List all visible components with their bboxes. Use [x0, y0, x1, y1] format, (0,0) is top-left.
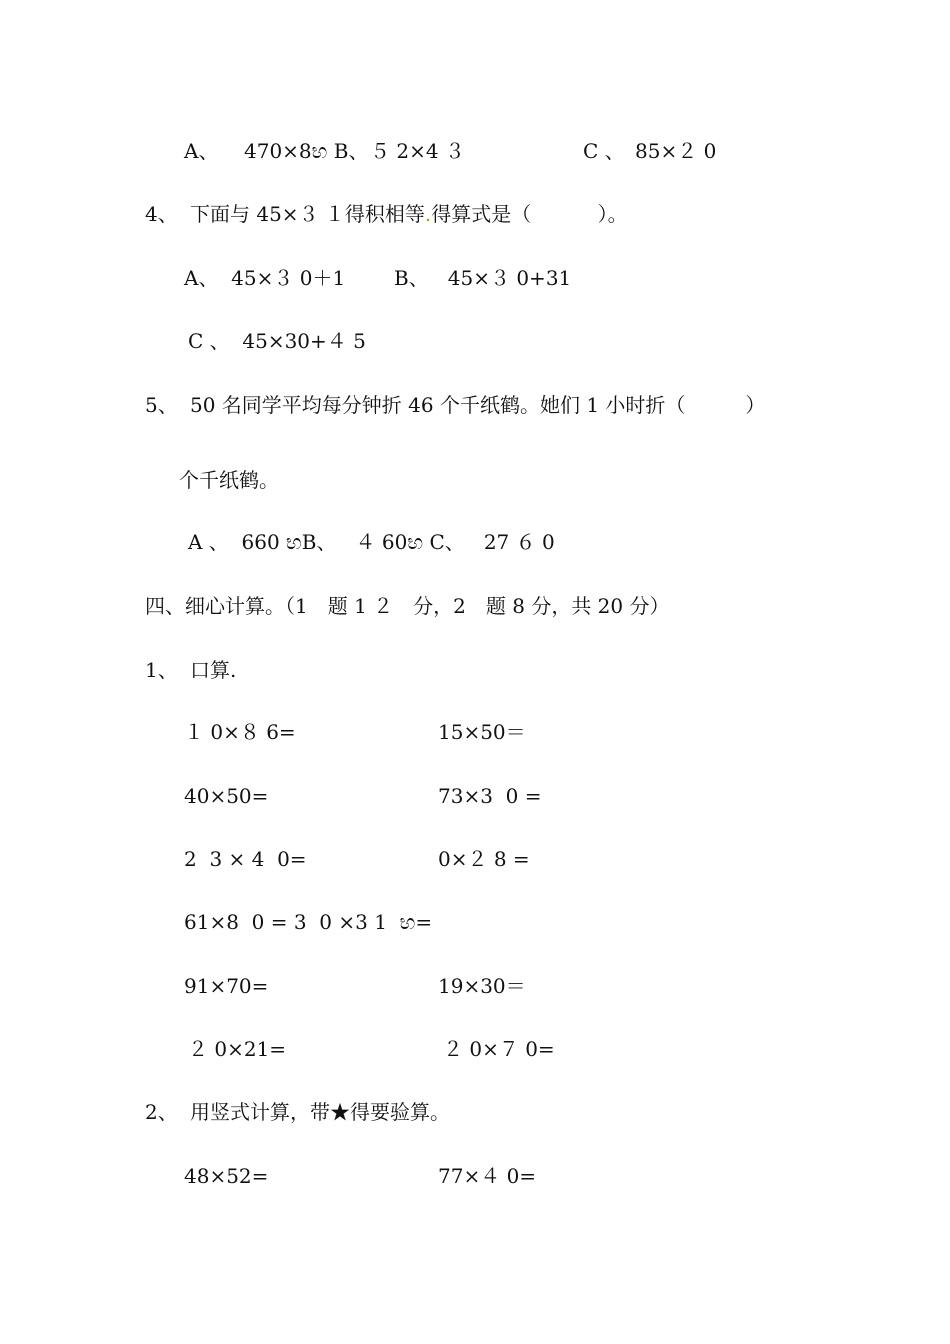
mental-calc-item: 73×3 0 = [438, 784, 542, 808]
mental-calc-item: 91×70= [184, 974, 269, 998]
vertical-calc-item: 77×４ 0= [438, 1164, 537, 1188]
mental-calc-item: ２ 0×７ 0= [443, 1037, 555, 1061]
question-5-continuation: 个千纸鹤。 [179, 468, 279, 492]
subsection-2-number: 2、 [145, 1100, 178, 1124]
question-4-text: 下面与 45×３ １得积相等.得算式是（ ）。 [190, 202, 628, 226]
mental-calc-item: 15×50＝ [438, 720, 526, 744]
option-c-value: 85×２ 0 [635, 139, 717, 163]
subsection-1-title: 口算. [190, 658, 237, 682]
question-5-text: 50 名同学平均每分钟折 46 个千纸鹤。她们 1 小时折（ ） [190, 393, 766, 417]
option-c-label: C 、 [583, 139, 625, 163]
vertical-calc-item: 48×52= [184, 1164, 269, 1188]
mental-calc-item: 2 3 × 4 0= [184, 847, 307, 871]
question-5-number: 5、 [145, 393, 178, 417]
option-a-label: A、 [184, 139, 219, 163]
mental-calc-item: １ 0×８ 6= [184, 720, 296, 744]
question-4-option-b: B、 45×３ 0+31 [394, 266, 572, 290]
question-4-number: 4、 [145, 202, 178, 226]
question-4-option-a: A、 45×３ 0＋1 [184, 266, 346, 290]
question-5-options: A 、 660 භB、 ４ 60භ C、 27 ６ 0 [188, 530, 555, 554]
option-b-value: ５ 2×4 ３ [370, 139, 465, 163]
subsection-1-number: 1、 [145, 658, 178, 682]
question-4-option-c: C 、 45×30+４ 5 [188, 329, 366, 353]
option-a-value: 470×8භ B、 [244, 139, 369, 163]
section-4-heading: 四、细心计算。（1 题 1 ２ 分，2 题 8 分，共 20 分） [145, 594, 670, 618]
mental-calc-item: ２ 0×21= [188, 1037, 287, 1061]
mental-calc-item: 40×50= [184, 784, 269, 808]
mental-calc-item: 61×8 0 = 3 0 ×3 1 භ= [184, 910, 433, 934]
mental-calc-item: 19×30＝ [438, 974, 526, 998]
subsection-2-title: 用竖式计算，带★得要验算。 [190, 1100, 450, 1124]
mental-calc-item: 0×２ 8 = [438, 847, 530, 871]
